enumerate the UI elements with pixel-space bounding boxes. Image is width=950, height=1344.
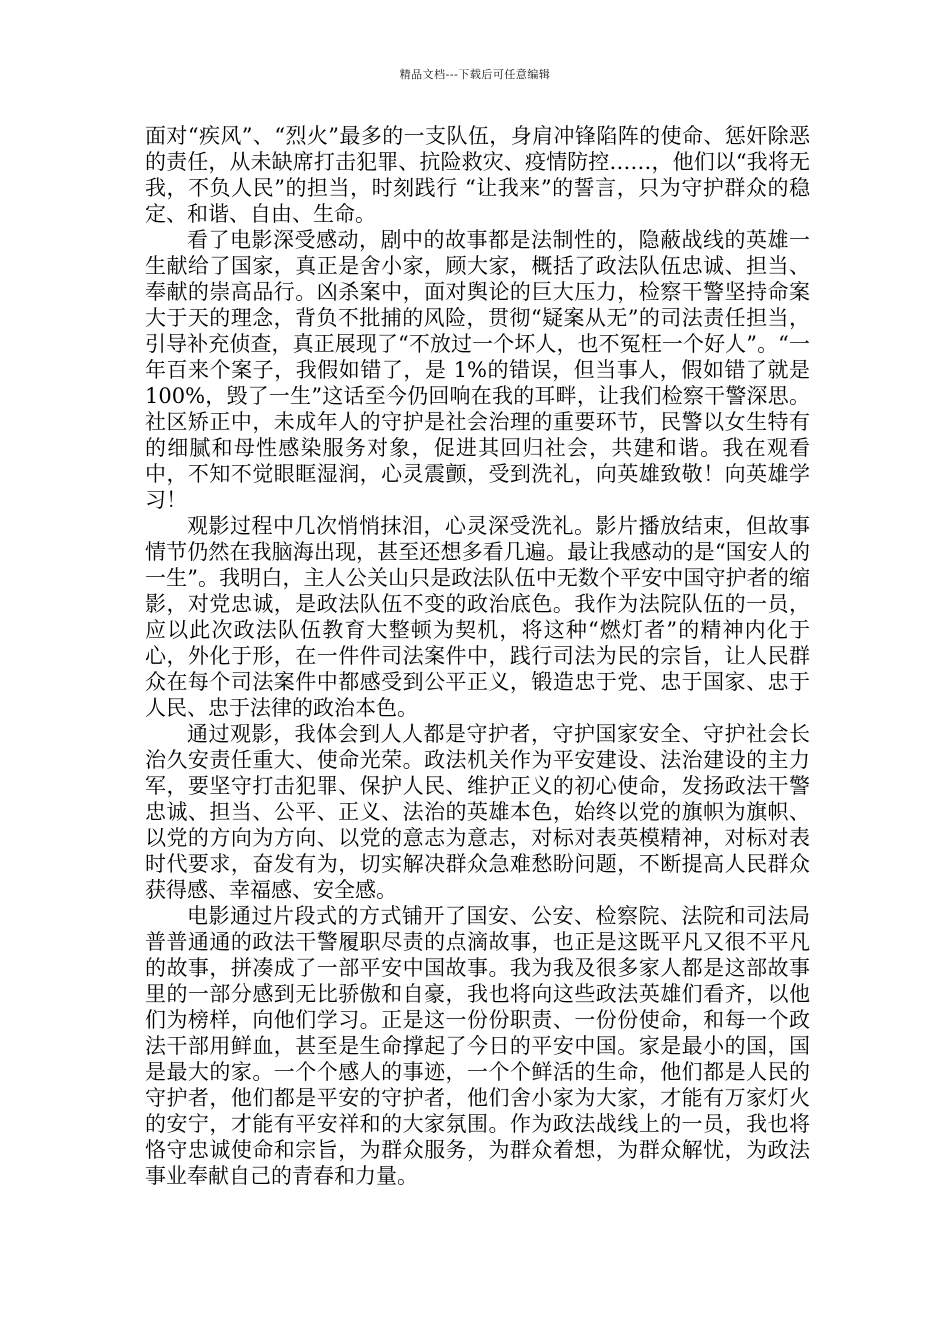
- page-header: 精品文档---下载后可任意编辑: [399, 68, 551, 81]
- paragraph-2: 看了电影深受感动，剧中的故事都是法制性的，隐蔽战线的英雄一生献给了国家，真正是舍小家，顾大家，概括了政法队伍忠诚、担当、奉献的崇高品行。凶杀案中，面对舆论的巨大压力，检察干警坚持命案大于天的理念，背负不批捕的风险，贯彻“疑案从无”的司法责任担当，引导补充侦查，真正展现了“不放过一个坏人，也不冤枉一个好人”。“一年百来个案子，我假如错了，是 1%的错误，但当事人，假如错了就是 100%，毁了一生”这话至今仍回响在我的耳畔，让我们检察干警深思。社区矫正中，未成年人的守护是社会治理的重要环节，民警以女生特有的细腻和母性感染服务对象，促进其回归社会，共建和谐。我在观看中，不知不觉眼眶湿润，心灵震颤，受到洗礼，向英雄致敬！向英雄学习！: [145, 228, 810, 512]
- document-body: [145, 123, 810, 1189]
- paragraph-3: 观影过程中几次悄悄抹泪，心灵深受洗礼。影片播放结束，但故事情节仍然在我脑海出现，甚至还想多看几遍。最让我感动的是“国安人的一生”。我明白，主人公关山只是政法队伍中无数个平安中国守护者的缩影，对党忠诚，是政法队伍不变的政治底色。我作为法院队伍的一员，应以此次政法队伍教育大整顿为契机，将这种“燃灯者”的精神内化于心，外化于形，在一件件司法案件中，践行司法为民的宗旨，让人民群众在每个司法案件中都感受到公平正义，锻造忠于党、忠于国家、忠于人民、忠于法律的政治本色。: [145, 514, 810, 720]
- paragraph-1: 面对“疾风”、“烈火”最多的一支队伍，身肩冲锋陷阵的使命、惩奸除恶的责任，从未缺席打击犯罪、抗险救灾、疫情防控……，他们以“我将无我，不负人民”的担当，时刻践行 “让我来”的誓言，只为守护群众的稳定、和谐、自由、生命。: [145, 124, 810, 226]
- paragraph-5: 电影通过片段式的方式铺开了国安、公安、检察院、法院和司法局普普通通的政法干警履职尽责的点滴故事，也正是这既平凡又很不平凡的故事，拼凑成了一部平安中国故事。我为我及很多家人都是这部故事里的一部分感到无比骄傲和自豪，我也将向这些政法英雄们看齐，以他们为榜样，向他们学习。正是这一份份职责、一份份使命，和每一个政法干部用鲜血，甚至是生命撑起了今日的平安中国。家是最小的国，国是最大的家。一个个感人的事迹，一个个鲜活的生命，他们都是人民的守护者，他们都是平安的守护者，他们舍小家为大家，才能有万家灯火的安宁，才能有平安祥和的大家氛围。作为政法战线上的一员，我也将恪守忠诚使命和宗旨，为群众服务，为群众着想，为群众解忧，为政法事业奉献自己的青春和力量。: [145, 904, 810, 1188]
- paragraph-4: 通过观影，我体会到人人都是守护者，守护国家安全、守护社会长治久安责任重大、使命光荣。政法机关作为平安建设、法治建设的主力军，要坚守打击犯罪、保护人民、维护正义的初心使命，发扬政法干警忠诚、担当、公平、正义、法治的英雄本色，始终以党的旗帜为旗帜、以党的方向为方向、以党的意志为意志，对标对表英模精神，对标对表时代要求，奋发有为，切实解决群众急难愁盼问题，不断提高人民群众获得感、幸福感、安全感。: [145, 722, 810, 902]
